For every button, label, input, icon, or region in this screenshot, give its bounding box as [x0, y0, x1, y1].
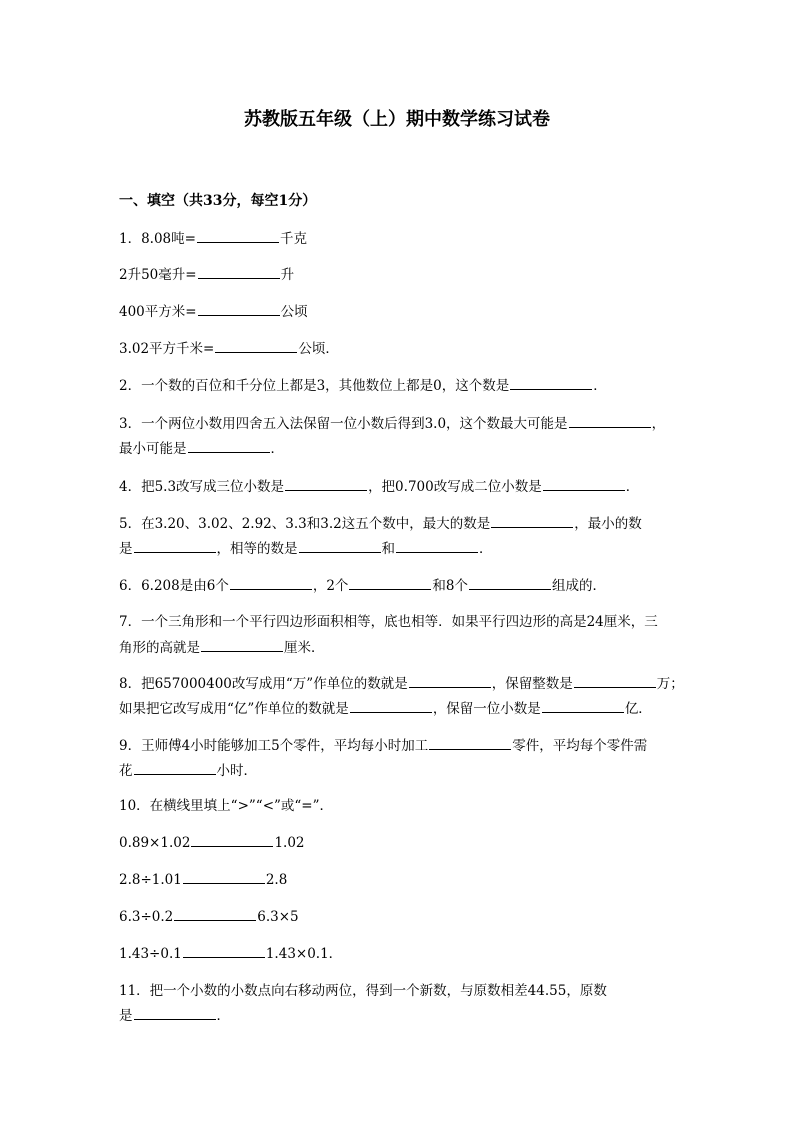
- answer-blank[interactable]: [542, 696, 624, 713]
- answer-blank[interactable]: [230, 573, 312, 590]
- question-text: 1.43÷0.1: [119, 946, 182, 962]
- question-4: [119, 474, 679, 499]
- answer-blank[interactable]: [409, 671, 491, 688]
- question-text: 如果把它改写成用“亿”作单位的数就是: [119, 701, 349, 717]
- question-text: 5．在3.20、3.02、2.92、3.3和3.2这五个数中，最大的数是: [119, 516, 491, 532]
- question-text: ，把0.700改写成二位小数是: [368, 479, 542, 495]
- question-text: 3.02平方千米=: [119, 341, 215, 357]
- question-9-line-2: [119, 758, 679, 783]
- question-text: 和8个: [432, 578, 469, 594]
- question-text: ．: [625, 479, 640, 495]
- question-text: 0.89×1.02: [119, 835, 191, 851]
- answer-blank[interactable]: [191, 830, 273, 847]
- answer-blank[interactable]: [198, 299, 280, 316]
- question-text: 1.43×0.1．: [265, 946, 343, 962]
- question-text: ．: [479, 541, 493, 557]
- question-11-line-2: [119, 1003, 679, 1028]
- question-text: ．: [270, 441, 284, 457]
- question-text: 2升50毫升=: [119, 267, 197, 283]
- question-10b: [119, 867, 679, 892]
- question-text: 8．把657000400改写成用“万”作单位的数就是: [119, 676, 408, 692]
- section-heading-fill-in: 一、填空（共33分，每空1分）: [119, 193, 317, 209]
- question-text: 6.3÷0.2: [119, 909, 174, 925]
- question-1a: [119, 226, 679, 251]
- question-7-line-2: [119, 635, 679, 660]
- question-text: ，相等的数是: [216, 541, 298, 557]
- answer-blank[interactable]: [396, 536, 478, 553]
- question-text: 组成的．: [552, 578, 607, 594]
- question-text: 7．一个三角形和一个平行四边形面积相等，底也相等．如果平行四边形的高是24厘米，三: [119, 614, 658, 630]
- question-text: 厘米．: [284, 640, 325, 656]
- question-text: 公顷: [280, 304, 308, 320]
- answer-blank[interactable]: [188, 436, 270, 453]
- question-text: 小时．: [216, 763, 257, 779]
- answer-blank[interactable]: [299, 536, 381, 553]
- question-10d: [119, 941, 679, 966]
- answer-blank[interactable]: [569, 411, 651, 428]
- question-text: ，保留一位小数是: [432, 701, 541, 717]
- question-text: 2．一个数的百位和千分位上都是3，其他数位上都是0，这个数是: [119, 378, 510, 394]
- question-text: 千克: [279, 231, 307, 247]
- question-text: ，2个: [312, 578, 349, 594]
- question-5-line-2: [119, 536, 679, 561]
- question-text: 升: [280, 267, 295, 283]
- question-text: 3．一个两位小数用四舍五入法保留一位小数后得到3.0，这个数最大可能是: [119, 416, 568, 432]
- answer-blank[interactable]: [174, 904, 256, 921]
- answer-blank[interactable]: [574, 671, 656, 688]
- question-text: 11．把一个小数的小数点向右移动两位，得到一个新数，与原数相差44.55，原数: [119, 983, 607, 999]
- answer-blank[interactable]: [510, 373, 592, 390]
- question-text: 6.3×5: [257, 909, 299, 925]
- question-text: 1．8.08吨=: [119, 231, 196, 247]
- answer-blank[interactable]: [198, 262, 280, 279]
- answer-blank[interactable]: [183, 867, 265, 884]
- question-text: 是: [119, 541, 133, 557]
- answer-blank[interactable]: [134, 1003, 216, 1020]
- question-text: 400平方米=: [119, 304, 197, 320]
- answer-blank[interactable]: [543, 474, 625, 491]
- question-3-line-2: [119, 436, 679, 461]
- answer-blank[interactable]: [134, 758, 216, 775]
- question-7-line-1: [119, 610, 679, 634]
- answer-blank[interactable]: [429, 733, 511, 750]
- answer-blank[interactable]: [349, 573, 431, 590]
- question-text: ．: [593, 378, 607, 394]
- question-8-line-1: [119, 671, 684, 696]
- question-text: 是: [119, 1008, 133, 1024]
- question-text: ．: [216, 1008, 230, 1024]
- question-9-line-1: [119, 733, 679, 758]
- question-text: 2.8: [265, 872, 288, 888]
- answer-blank[interactable]: [183, 941, 265, 958]
- answer-blank[interactable]: [201, 635, 283, 652]
- question-text: 最小可能是: [119, 441, 187, 457]
- question-text: 角形的高就是: [119, 640, 200, 656]
- question-8-line-2: [119, 696, 679, 721]
- question-1d: [119, 336, 679, 361]
- question-text: 9．王师傅4小时能够加工5个零件，平均每小时加工: [119, 738, 429, 754]
- answer-blank[interactable]: [197, 226, 279, 243]
- question-text: ，保留整数是: [491, 676, 573, 692]
- question-11-line-1: [119, 979, 679, 1003]
- question-text: 4．把5.3改写成三位小数是: [119, 479, 285, 495]
- question-text: 1.02: [274, 835, 305, 851]
- question-text: 亿．: [624, 701, 652, 717]
- question-10c: [119, 904, 679, 929]
- question-3-line-1: [119, 411, 679, 436]
- question-text: 花: [119, 763, 133, 779]
- question-text: 6．6.208是由6个: [119, 578, 229, 594]
- question-1c: [119, 299, 679, 324]
- question-text: 和: [381, 541, 395, 557]
- question-1b: [119, 262, 679, 287]
- question-10a: [119, 830, 679, 855]
- page-title: 苏教版五年级（上）期中数学练习试卷: [244, 109, 550, 130]
- question-text: ，最小的数: [574, 516, 642, 532]
- answer-blank[interactable]: [285, 474, 367, 491]
- question-text: 公顷．: [298, 341, 339, 357]
- question-text: 2.8÷1.01: [119, 872, 182, 888]
- question-text: 万；: [656, 676, 684, 692]
- answer-blank[interactable]: [350, 696, 432, 713]
- question-10-heading: [119, 794, 679, 818]
- answer-blank[interactable]: [215, 336, 297, 353]
- question-text: 10．在横线里填上“>”“<”或“=”．: [119, 798, 334, 814]
- question-text: ，: [651, 416, 666, 432]
- answer-blank[interactable]: [491, 511, 573, 528]
- answer-blank[interactable]: [469, 573, 551, 590]
- question-6: [119, 573, 679, 598]
- question-2: [119, 373, 679, 398]
- question-text: 零件，平均每个零件需: [512, 738, 648, 754]
- question-5-line-1: [119, 511, 679, 536]
- answer-blank[interactable]: [134, 536, 216, 553]
